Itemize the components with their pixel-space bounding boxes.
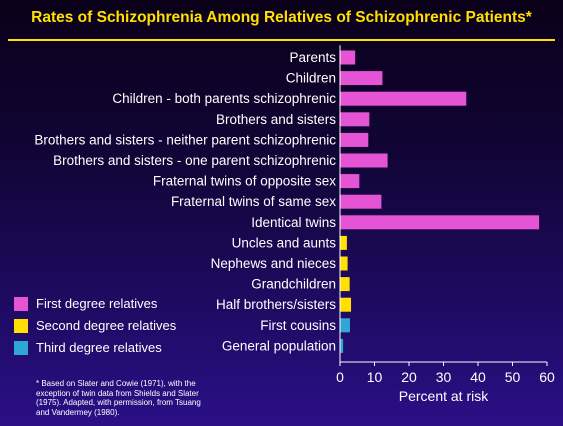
- x-tick-label-5: 50: [504, 369, 521, 385]
- footnote: * Based on Slater and Cowie (1971), with the exception of twin data from Shields and Slater (1975). Adapted, with permission, from Tsuang and Vandermey (1980).: [36, 379, 201, 417]
- legend-label-second-degree: Second degree relatives: [36, 318, 177, 333]
- category-label-3: Brothers and sisters: [215, 111, 336, 127]
- category-label-1: Children: [285, 70, 336, 86]
- legend-label-third-degree: Third degree relatives: [36, 340, 162, 355]
- x-tick-label-0: 0: [336, 369, 344, 385]
- bar-10: [340, 257, 348, 271]
- bar-0: [340, 51, 355, 65]
- bar-13: [340, 318, 350, 332]
- category-label-6: Fraternal twins of opposite sex: [152, 173, 336, 189]
- bar-3: [340, 112, 369, 126]
- category-label-14: General population: [221, 338, 336, 354]
- bar-1: [340, 71, 382, 85]
- category-label-5: Brothers and sisters - one parent schizophrenic: [53, 153, 336, 168]
- bar-11: [340, 277, 350, 291]
- x-tick-label-2: 20: [401, 369, 417, 385]
- bar-5: [340, 154, 388, 168]
- category-label-8: Identical twins: [251, 214, 336, 230]
- category-label-11: Grandchildren: [251, 276, 336, 292]
- category-label-9: Uncles and aunts: [231, 235, 336, 251]
- category-label-13: First cousins: [260, 317, 336, 333]
- x-tick-label-4: 40: [470, 369, 486, 385]
- bar-6: [340, 174, 359, 188]
- legend-swatch-third-degree: [14, 341, 28, 355]
- category-label-7: Fraternal twins of same sex: [170, 194, 336, 210]
- bar-9: [340, 236, 347, 250]
- x-tick-label-6: 60: [539, 369, 555, 385]
- category-label-4: Brothers and sisters - neither parent schizophrenic: [34, 132, 336, 148]
- x-axis-label: Percent at risk: [398, 388, 489, 404]
- legend-label-first-degree: First degree relatives: [36, 296, 158, 311]
- chart-title: Rates of Schizophrenia Among Relatives of Schizophrenic Patients*: [31, 9, 532, 26]
- x-tick-label-1: 10: [366, 369, 383, 385]
- x-tick-label-3: 30: [435, 369, 452, 385]
- legend-swatch-second-degree: [14, 319, 28, 333]
- category-label-0: Parents: [289, 50, 336, 65]
- bar-4: [340, 133, 368, 147]
- category-label-12: Half brothers/sisters: [215, 297, 336, 313]
- bar-8: [340, 215, 539, 229]
- category-label-10: Nephews and nieces: [210, 256, 336, 271]
- category-label-2: Children - both parents schizophrenic: [112, 91, 336, 107]
- bar-2: [340, 92, 466, 106]
- bar-7: [340, 195, 381, 209]
- legend-swatch-first-degree: [14, 297, 28, 311]
- bar-12: [340, 298, 351, 312]
